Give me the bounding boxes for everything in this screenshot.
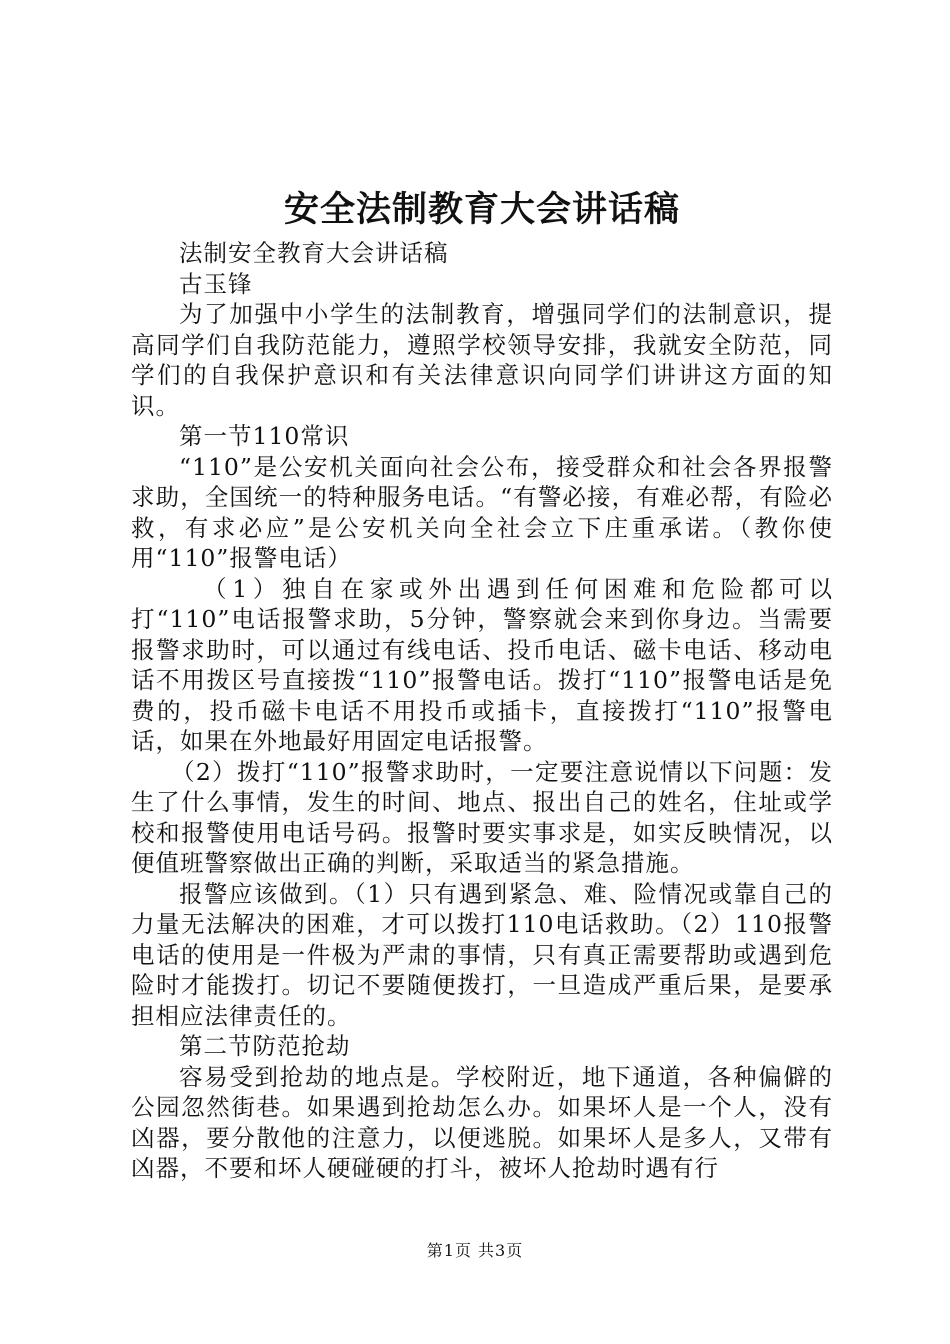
paragraph-author: 古玉锋 [179, 269, 253, 298]
section-heading-2: 第二节防范抢劫 [179, 1032, 351, 1060]
section-heading-1: 第一节110常识 [179, 422, 350, 450]
paragraph-robbery: 容易受到抢劫的地点是。学校附近，地下通道，各种偏僻的公园忽然街巷。如果遇到抢劫怎么办。如果坏人是一个人，没有凶器，要分散他的注意力，以便逃脱。如果坏人是多人，又带有凶器，不要和坏人硬碰硬的打斗，被坏人抢劫时遇有行 [131, 1062, 833, 1182]
paragraph-110-intro: “110”是公安机关面向社会公布，接受群众和社会各界报警求助，全国统一的特种服务电话。“有警必接，有难必帮，有险必救，有求必应”是公安机关向全社会立下庄重承诺。（教你使用“110”报警电话） [131, 452, 833, 572]
paragraph-110-rules: 报警应该做到。（1）只有遇到紧急、难、险情况或靠自己的力量无法解决的困难，才可以拨打110电话救助。（2）110报警电话的使用是一件极为严肃的事情，只有真正需要帮助或遇到危险时才能拨打。切记不要随便拨打，一旦造成严重后果，是要承担相应法律责任的。 [131, 879, 833, 1030]
paragraph-intro: 为了加强中小学生的法制教育，增强同学们的法制意识，提高同学们自我防范能力，遵照学校领导安排，我就安全防范，同学们的自我保护意识和有关法律意识向同学们讲讲这方面的知识。 [131, 300, 833, 420]
paragraph-110-item-1: （1）独自在家或外出遇到任何困难和危险都可以打“110”电话报警求助，5分钟，警察就会来到你身边。当需要报警求助时，可以通过有线电话、投币电话、磁卡电话、移动电话不用拨区号直接拨“110”报警电话。拨打“110”报警电话是免费的，投币磁卡电话不用投币或插卡，直接拨打“110”报警电话，如果在外地最好用固定电话报警。 [131, 574, 833, 755]
document-body [131, 182, 833, 1184]
paragraph-subtitle: 法制安全教育大会讲话稿 [179, 239, 449, 267]
paragraph-110-item-2: （2）拨打“110”报警求助时，一定要注意说情以下问题：发生了什么事情，发生的时间、地点、报出自己的姓名，住址或学校和报警使用电话号码。报警时要实事求是，如实反映情况，以便值班警察做出正确的判断，采取适当的紧急措施。 [131, 757, 833, 877]
page-footer: 第1页 共3页 [426, 1241, 524, 1260]
document-title: 安全法制教育大会讲话稿 [283, 189, 680, 230]
